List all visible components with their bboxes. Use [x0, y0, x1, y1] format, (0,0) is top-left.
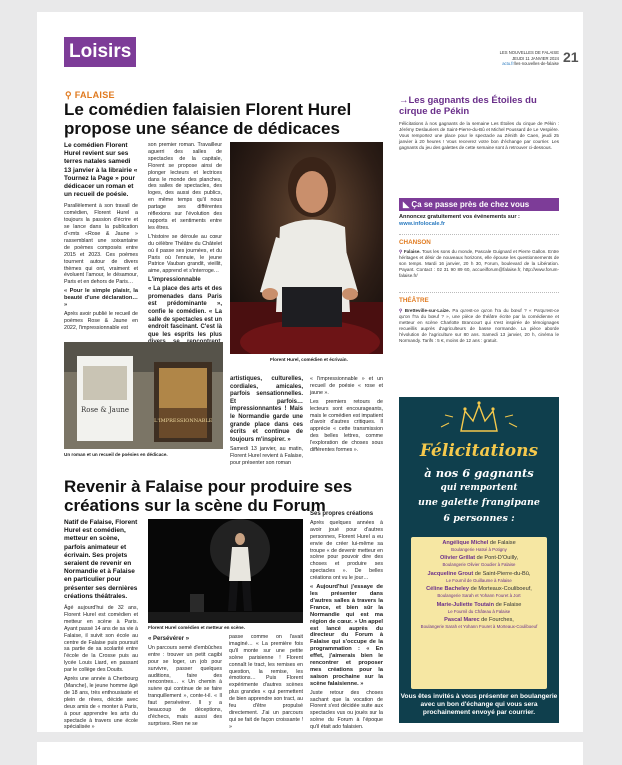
agenda-category: THÉÂTRE: [399, 297, 429, 304]
agenda-event: [399, 308, 559, 345]
article-paragraph: L'histoire se déroule au cœur du célèbre Théâtre du Châtelet où il passe ses journées, et du Paris où l'ennuie, le jeune Patrice Vauban grandit, vieillit, aime, apprend et s'interroge…: [148, 233, 222, 275]
winner-bakery: Boulangerie Olivier Goudier à Falaise: [442, 562, 516, 568]
article-pull-quote: artistiques, culturelles, cordiales, amicales, parfois sensationnelles. Et parfois… impressionnantes ! Mais le Normandie garde une grande place dans ces écrits et continue de toujours m'inspirer. »: [230, 376, 303, 443]
newspaper-page: [37, 12, 583, 732]
article-kicker: ⚲ FALAISE: [65, 90, 115, 100]
article-paragraph: Juste retour des choses sachant que la vocation de Florent s'est décidée suite aux spectacles vus ou joués sur la scène du Forum à l'époque qu'il était ado falaisien.: [310, 689, 383, 731]
promo-title: Félicitations: [419, 441, 539, 461]
photo-caption: Un roman et un recueil de poésies en dédicace.: [64, 452, 168, 457]
article-quote: « Pour le simple plaisir, la beauté d'une déclaration… »: [64, 288, 138, 309]
winner-town: de Saint-Pierre-du-Bû,: [474, 570, 531, 577]
divider: [399, 292, 559, 293]
promo-line: 6 personnes :: [443, 513, 515, 524]
page-number: 21: [563, 49, 579, 65]
article-headline: Revenir à Falaise pour produire ses créations sur la scène du Forum: [64, 477, 353, 515]
agenda-header: ◣ Ça se passe près de chez vous: [399, 198, 559, 211]
article-pull-quote: « La place des arts et des promenades dans Paris est prédominante », confie le comédien. « La salle de spectacles est un endroit fascinant. C'est là que les esprits les plus: [148, 286, 222, 338]
event-place: Bretteville-sur-Laize.: [404, 308, 450, 313]
winner-entry: [411, 617, 547, 629]
agenda-category: CHANSON: [399, 239, 431, 246]
article-paragraph: « l'impressionnable » et un recueil de poésie « rose et jaune ».: [310, 376, 383, 396]
article-subheading: L'impressionnable: [148, 277, 201, 284]
article-column-4: [310, 509, 383, 732]
article-quote: « Aujourd'hui j'essaye de les présenter dans d'autres salles à travers la France, et bien sûr la Normandie qui est ma région de cœur. » Un appel est lancé auprès du directeur du Forum à Falaise qui s'occupe de la programmation : « En effet, j'aimerais bien le rencontrer et proposer mes créations pour la saison prochaine sur la scène falaisienne. »: [310, 584, 384, 687]
winner-entry: [411, 555, 547, 567]
rss-icon: ◣: [403, 200, 412, 209]
article-column-3: [229, 634, 303, 732]
promo-footer: Vous êtes invités à vous présenter en boulangerie avec un bon d'échange qui vous sera prochainement envoyé par courrier.: [400, 693, 558, 716]
article-subheading: Ses propres créations: [310, 511, 374, 517]
promo-line: à nos 6 gagnants: [424, 466, 534, 480]
winner-name: Angélique Michel: [442, 540, 489, 546]
book-cover-title: Rose & Jaune: [80, 406, 130, 414]
winner-town: de Fourches,: [481, 617, 514, 624]
article-paragraph: son premier roman. Travailleur aguerri des salles de spectacles de la capitale, Florent se propose ainsi de plonger lecteurs et lectrices dans le monde des planches, des salles de spectacles, des loges, des aussi des publics, en même temps qu'il nous partage ses différentes réflexions sur l'évolution des rapports et sentiments entre les êtres.: [148, 142, 222, 231]
winner-name: Jacqueline Grout: [427, 570, 474, 577]
winner-name: Pascal Marec: [444, 617, 480, 624]
article-lead: Natif de Falaise, Florent Hurel est comédien, metteur en scène, parfois animateur et écrivain. Ses projets seraient de revenir en Normandie et à Falaise en particulier pour présenter ses dernières créations théâtrales.: [64, 519, 138, 600]
article-column-3: [230, 376, 303, 469]
article-paragraph: passe comme on l'avait imaginé… « La première fois qu'il monte sur une petite scène parisienne ! Florent connaît le tract, les remises en question, la remise, les émotions… Puis Florent expérimente d'autres scènes plus grandes « qui permettent de bien apprendre son tract, au feu d'être propulsé directement. J'ai un parcours qui se fait de façon croissante ! »: [229, 634, 303, 730]
article-column-1: [64, 519, 138, 732]
article-paragraph: Parallèlement à son travail de comédien, Florent Hurel a toujours la passion d'écrire et se lance dans la publication d'«mts «Rose & Jaune » rassemblant une soixantaine de poèmes composés entre 2015 et 2023. Ces poèmes tournent autour de divers thèmes qui ont, vraiment et évoluent l'amour, le désamour, Paris et en dehors de Paris…: [64, 203, 138, 286]
photo-caption: Florent Hurel, comédien et écrivain.: [270, 357, 348, 362]
actor-photo-illustration: [230, 142, 383, 354]
book-cover-title: L'IMPRESSIONNABLE: [154, 418, 213, 424]
location-pin-icon: ⚲: [399, 308, 405, 313]
article-column-1: [64, 142, 138, 334]
agenda-subheading: Annoncez gratuitement vos événements sur : www.infolocale.fr: [399, 214, 559, 228]
article-paragraph: Les premiers retours de lecteurs sont encourageants, mais le comédien est impatient d'avoir d'autres critiques. Il apprécie « cette transmission des belles lettres, comme l'exploration de choses sous différentes formes ».: [310, 398, 383, 454]
event-description: Pa qu'est-ce qu'on f'ra du bœuf ? « Pa'qu'est-ce qu'on f'ra du bœuf ? », une pièce de théâtre écrite par la comédienne et metteur en scène Charlotte Brancourt qui s'est inspirée de témoignages recueillis auprès d'agriculteurs de basse normande. La pièce aborde l'évolution de l'agriculture sur 80 ans. Samedi 13 janvier, 20 h, cinéma le Normandy. Tarifs : 5 €, moins de 12 ans : gratuit.: [399, 308, 559, 344]
promo-line: qui remportent: [440, 483, 518, 493]
event-place: Falaise.: [403, 249, 421, 254]
article-column-2: [148, 634, 222, 730]
web-label[interactable]: actu.fr: [502, 61, 514, 66]
web-path[interactable]: /les-nouvelles-de-falaise: [513, 61, 559, 66]
winner-bakery: Boulangerie Sarah et Yohann Fouret à Morteaux-Couliboeuf: [420, 624, 538, 630]
article-paragraph: Samedi 13 janvier, au matin, Florent Hurel revient à Falaise, pour présenter son roman: [230, 446, 303, 467]
publication-info: [437, 50, 559, 67]
article-headline: Le comédien falaisien Florent Hurel propose une séance de dédicaces: [64, 100, 352, 138]
books-illustration: [64, 342, 223, 449]
winner-bakery: Le Fournil de Guillaume à Falaise: [446, 577, 512, 583]
agenda-link[interactable]: www.infolocale.fr: [399, 221, 446, 227]
winner-entry: [411, 602, 547, 614]
winner-town: de Pont-D'Ouilly,: [476, 555, 519, 562]
promo-line: une galette frangipane: [418, 497, 540, 508]
winner-bakery: Boulangerie Hatsé à Potigny: [451, 547, 507, 552]
crown-icon: [399, 397, 559, 447]
stage-photo: [148, 519, 303, 623]
paper-name: LES NOUVELLES DE FALAISE: [499, 50, 559, 55]
books-photo: [64, 342, 223, 449]
actor-photo: [230, 142, 383, 354]
article-lead: Le comédien Florent Hurel revient sur ses terres natales samedi 13 janvier à la librairie « Tournez la Page » pour dédicacer un roman et un recueil de poésie.: [64, 142, 138, 199]
winner-name: Olivier Grillat: [439, 555, 476, 562]
winner-name: Céline Bacheley: [426, 586, 470, 593]
winners-list: [411, 537, 547, 689]
issue-date: JEUDI 11 JANVIER 2024: [512, 55, 559, 61]
winner-entry: [411, 571, 547, 583]
location-pin-icon: ⚲: [399, 249, 404, 254]
sidebar-box-text: Félicitations à nos gagnants de la semaine Les Étoiles du cirque de Pékin : Jérémy Deslauriers de Saint-Pierre-du-Bû et Michel Poussard de Le Vespière. Vous remportez une place pour le spectacle au Zénith de Caen, jeudi 25 janvier à 20 heures ! Vous recevrez votre bon d'échange par courrier. Les gagnants du jeu des galettes de cette semaine sont à retrouver ci-dessous.: [399, 121, 559, 151]
article-column-2: [148, 142, 222, 356]
winner-town: de Falaise: [489, 540, 516, 546]
article-paragraph: Un parcours semé d'embûches entre : trouver un petit cagibi pour se loger, un job pour survivre, passer quelques auditions, faire des rencontres… « Un chemin à suivre qui continue de se faire tranquillement », conte-t-il. « Il faut persévérer. Il y a beaucoup de déceptions, d'échecs, mais aussi des surprises. Rien ne se: [148, 644, 222, 727]
photo-caption: Florent Hurel comédien et metteur en scène.: [148, 625, 246, 630]
article-column-4: [310, 376, 383, 456]
article-paragraph: Après une année à Cherbourg (Manche), le jeune homme âgé de 18 ans, très enthousiaste et plein de rêves, décide avec deux amis de « monter à Paris, à pour apprendre les arts du spectacle à travers une école spécialisée »: [64, 676, 138, 731]
agenda-event: [399, 249, 559, 279]
winner-town: de Morteaux-Couliboeuf,: [470, 586, 532, 593]
sidebar-box-title: →Les gagnants des Étoiles du cirque de Pékin: [399, 95, 537, 117]
winner-town: de Falaise: [495, 601, 522, 608]
divider: [399, 234, 559, 235]
winner-entry: [411, 540, 547, 552]
next-page-edge: [37, 742, 583, 765]
winner-bakery: Boulangerie Sarah et Yohann Fouret à Jort: [437, 593, 521, 599]
stage-illustration: [148, 519, 303, 623]
article-subheading: « Persévérer »: [148, 636, 190, 642]
section-badge: Loisirs: [64, 37, 136, 67]
winner-bakery: Le Fournil du Château à Falaise: [447, 608, 511, 614]
winner-name: Marie-Juliette Toutain: [436, 601, 495, 608]
contest-winners-ad: [399, 397, 559, 723]
article-paragraph: Après quelques années à avoir joué pour d'autres personnes, Florent Hurel a eu envie de créer lui-même sa troupe « de devenir metteur en scène pour pouvoir dire des choses et produire ses spectacles ». De belles créations ont vu le jour…: [310, 519, 383, 582]
location-pin-icon: ⚲: [65, 90, 75, 100]
arrow-right-icon: →: [399, 95, 409, 106]
article-paragraph: Après avoir publié le recueil de poèmes Rose & Jaune en 2022, l'impressionnable est: [64, 311, 138, 331]
event-description: Tous les sons du monde, Pascale Guignard et Pierre Gallon. Entre héritages et désir de nouveaux horizons, elle épouse les questionnements de son temps. Mardi 16 janvier, 20 h 30, Forum, boulevard de la Libération. Payant. Contact : 02 31 90 89 60, accueilforum@falaise.fr, http://www.forum-falaise.fr/: [399, 249, 559, 279]
article-paragraph: Âgé aujourd'hui de 32 ans, Florent Hurel est comédien et metteur en scène à Paris. Ayant passé 14 ans de sa vie à Falaise, il suivit son école au centre de Falaise puis poursuit sa partie de sa scolarité entre l'école de la Crosse puis au lycée Louis Liard, en passant par le collège des Douits.: [64, 605, 138, 674]
winner-entry: [411, 586, 547, 598]
